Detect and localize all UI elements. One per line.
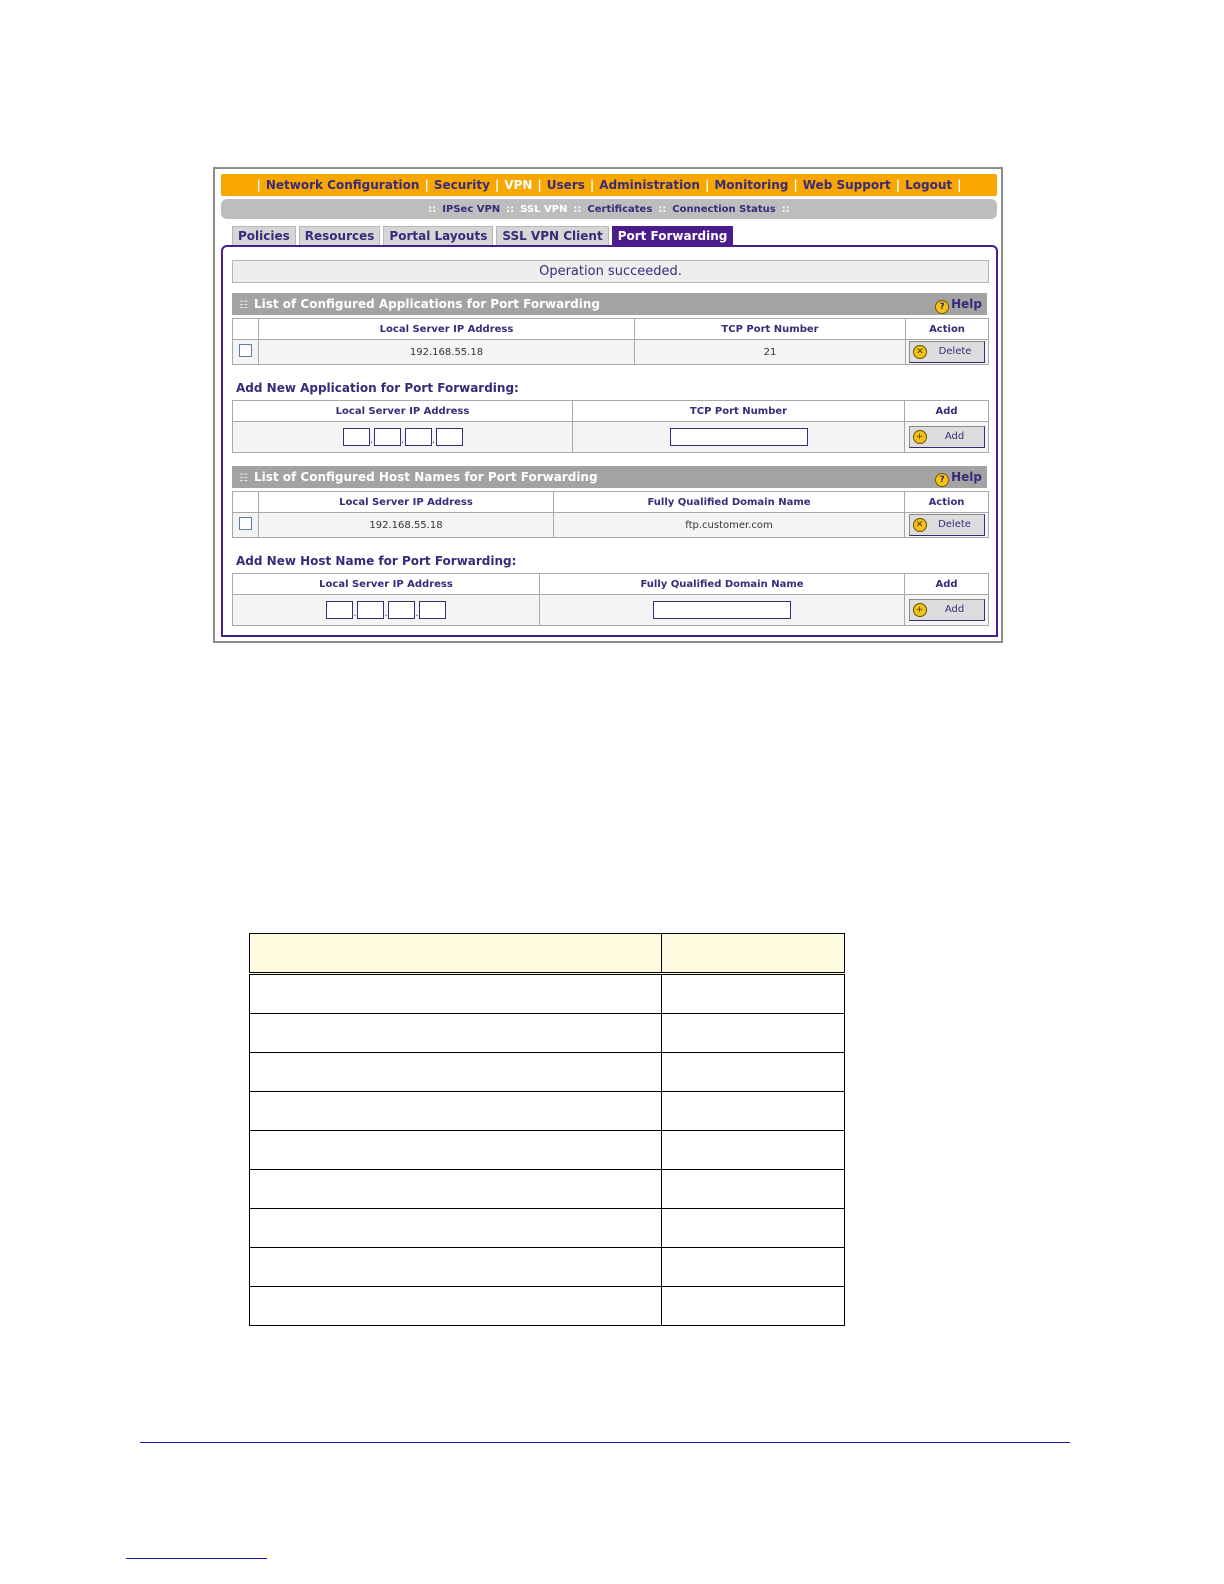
table-cell [662, 1170, 845, 1209]
submenu-certificates[interactable]: Certificates [587, 203, 653, 215]
add-icon: + [913, 603, 927, 617]
menu-monitoring[interactable]: Monitoring [714, 178, 789, 192]
table-cell [250, 1209, 662, 1248]
help-icon: ? [935, 300, 949, 314]
menu-users[interactable]: Users [546, 178, 585, 192]
table-header-cell [250, 934, 662, 974]
ip-cell: 192.168.55.18 [259, 340, 635, 365]
ip-octet-2-input[interactable] [357, 601, 384, 619]
add-app-title: Add New Application for Port Forwarding: [236, 381, 519, 395]
ip-cell: 192.168.55.18 [259, 513, 554, 538]
table-row [250, 1014, 845, 1053]
table-cell [250, 1014, 662, 1053]
add-label: Add [944, 604, 965, 615]
ip-octet-4-input[interactable] [419, 601, 446, 619]
table-cell [250, 974, 662, 1014]
hosts-section-header [232, 466, 987, 488]
submenu-connection-status[interactable]: Connection Status [672, 203, 776, 215]
table-header-cell [662, 934, 845, 974]
table-cell [250, 1092, 662, 1131]
sub-menu-bar [221, 199, 997, 219]
table-cell [662, 1131, 845, 1170]
ip-octet-1-input[interactable] [326, 601, 353, 619]
menu-separator: | [537, 178, 542, 192]
menu-separator: | [256, 178, 261, 192]
column-header: Fully Qualified Domain Name [540, 574, 905, 595]
ip-octet-1-input[interactable] [343, 428, 370, 446]
table-row [250, 1170, 845, 1209]
menu-administration[interactable]: Administration [599, 178, 700, 192]
table-row [250, 1131, 845, 1170]
menu-vpn[interactable]: VPN [504, 178, 533, 192]
table-cell [250, 1170, 662, 1209]
ssl-vpn-port-forwarding-screenshot [213, 167, 1003, 643]
document-table [249, 933, 845, 1326]
status-message: Operation succeeded. [232, 260, 989, 283]
column-header: Local Server IP Address [259, 319, 635, 340]
table-row [233, 513, 989, 538]
table-cell [250, 1248, 662, 1287]
ip-input-cell: . . . [233, 422, 573, 453]
table-row [233, 340, 989, 365]
column-header: Fully Qualified Domain Name [554, 492, 905, 513]
column-header: Action [906, 319, 989, 340]
menu-separator: | [793, 178, 798, 192]
ip-octet-3-input[interactable] [388, 601, 415, 619]
footer-rule [140, 1442, 1070, 1443]
delete-label: Delete [938, 519, 971, 530]
table-cell [250, 1131, 662, 1170]
grip-icon: ☷ [239, 300, 248, 311]
add-icon: + [913, 430, 927, 444]
table-cell [662, 1014, 845, 1053]
table-row [250, 1092, 845, 1131]
table-row [250, 1287, 845, 1326]
port-input-cell [573, 422, 905, 453]
action-cell [905, 513, 989, 538]
help-icon: ? [935, 473, 949, 487]
table-cell [250, 1053, 662, 1092]
ip-octet-3-input[interactable] [405, 428, 432, 446]
row-checkbox[interactable] [239, 517, 252, 530]
table-header-row [250, 934, 845, 974]
add-app-table [232, 400, 989, 453]
delete-label: Delete [938, 346, 972, 357]
column-header: Local Server IP Address [233, 574, 540, 595]
ip-octet-4-input[interactable] [436, 428, 463, 446]
table-cell [662, 1287, 845, 1326]
add-app-button[interactable] [909, 426, 985, 448]
submenu-ssl-vpn[interactable]: SSL VPN [520, 203, 568, 215]
table-row [250, 1209, 845, 1248]
submenu-separator: :: [658, 203, 667, 215]
grip-icon: ☷ [239, 473, 248, 484]
action-cell [906, 340, 989, 365]
add-label: Add [944, 431, 965, 442]
fqdn-input[interactable] [653, 601, 791, 619]
submenu-separator: :: [781, 203, 790, 215]
menu-separator: | [424, 178, 429, 192]
column-header: Action [905, 492, 989, 513]
table-row [250, 1248, 845, 1287]
menu-web-support[interactable]: Web Support [802, 178, 891, 192]
port-forwarding-panel [221, 245, 998, 637]
column-header: Add [905, 401, 989, 422]
help-link[interactable] [935, 293, 982, 315]
menu-separator: | [589, 178, 595, 192]
table-cell [662, 974, 845, 1014]
main-menu-bar [221, 174, 997, 196]
column-header: TCP Port Number [635, 319, 906, 340]
delete-button[interactable] [909, 341, 985, 363]
help-label: Help [951, 470, 982, 484]
apps-section-title: List of Configured Applications for Port Forwarding [253, 297, 600, 311]
add-host-button[interactable] [909, 599, 985, 621]
menu-logout[interactable]: Logout [905, 178, 953, 192]
row-select-cell [233, 340, 259, 365]
menu-separator: | [957, 178, 962, 192]
column-header: Local Server IP Address [259, 492, 554, 513]
tab-portal-layouts[interactable]: Portal Layouts [383, 226, 493, 246]
tab-ssl-vpn-client[interactable]: SSL VPN Client [496, 226, 608, 246]
add-host-title: Add New Host Name for Port Forwarding: [236, 554, 517, 568]
menu-separator: | [704, 178, 710, 192]
apps-table [232, 318, 989, 365]
submenu-separator: :: [428, 203, 437, 215]
ip-octet-2-input[interactable] [374, 428, 401, 446]
table-row [250, 1053, 845, 1092]
submenu-separator: :: [506, 203, 515, 215]
table-cell [662, 1209, 845, 1248]
fqdn-cell: ftp.customer.com [554, 513, 905, 538]
add-host-table [232, 573, 989, 626]
table-cell [662, 1092, 845, 1131]
ip-input-cell: . . . [233, 595, 540, 626]
column-header: TCP Port Number [573, 401, 905, 422]
add-cell [905, 595, 989, 626]
column-header: Add [905, 574, 989, 595]
tcp-port-input[interactable] [670, 428, 808, 446]
port-cell: 21 [635, 340, 906, 365]
select-column-header [233, 319, 259, 340]
hosts-section-title: List of Configured Host Names for Port Forwarding [253, 470, 598, 484]
tab-bar [232, 226, 733, 246]
menu-separator: | [494, 178, 500, 192]
select-column-header [233, 492, 259, 513]
submenu-separator: :: [573, 203, 582, 215]
table-cell [250, 1287, 662, 1326]
delete-icon: ✕ [913, 518, 927, 532]
apps-section-header [232, 293, 987, 315]
tab-resources[interactable]: Resources [299, 226, 381, 246]
menu-separator: | [895, 178, 901, 192]
menu-security[interactable]: Security [433, 178, 490, 192]
hosts-table [232, 491, 989, 538]
footer-link-underline [126, 1558, 267, 1559]
tab-policies[interactable]: Policies [232, 226, 296, 246]
row-checkbox[interactable] [239, 344, 252, 357]
table-cell [662, 1248, 845, 1287]
add-cell [905, 422, 989, 453]
delete-icon: ✕ [913, 345, 927, 359]
help-label: Help [951, 297, 982, 311]
submenu-ipsec-vpn[interactable]: IPSec VPN [442, 203, 501, 215]
table-cell [662, 1053, 845, 1092]
tab-port-forwarding[interactable]: Port Forwarding [612, 226, 734, 246]
row-select-cell [233, 513, 259, 538]
column-header: Local Server IP Address [233, 401, 573, 422]
delete-button[interactable] [909, 514, 985, 536]
fqdn-input-cell [540, 595, 905, 626]
table-row [250, 974, 845, 1014]
help-link[interactable] [935, 466, 982, 488]
menu-network-configuration[interactable]: Network Configuration [265, 178, 420, 192]
